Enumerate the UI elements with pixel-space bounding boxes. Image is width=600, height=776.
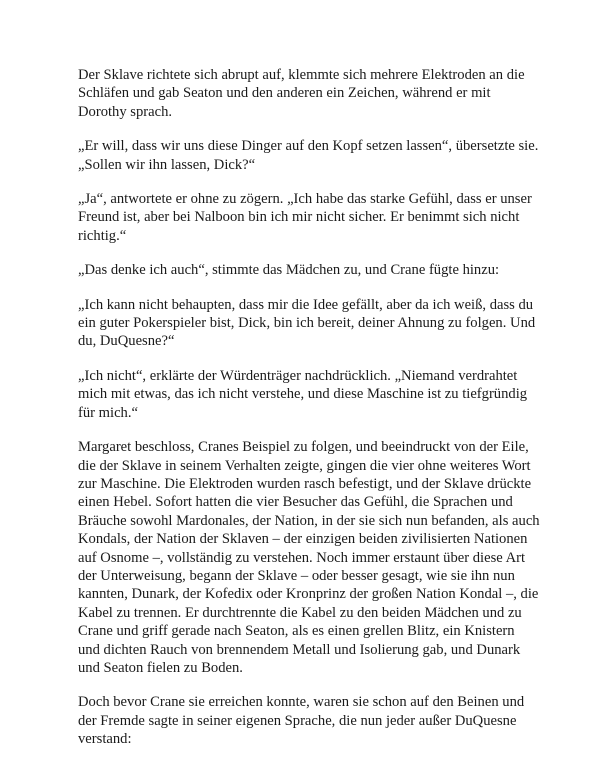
paragraph: Der Sklave richtete sich abrupt auf, klemmte sich mehrere Elektroden an die Schläfen und gab Seaton und den anderen ein Zeichen, während er mit Dorothy sprach. — [78, 67, 525, 120]
document-page — [78, 66, 540, 765]
paragraph: „Ja“, antwortete er ohne zu zögern. „Ich habe das starke Gefühl, dass er unser Freund ist, aber bei Nalboon bin ich mir nicht sicher. Er benimmt sich nicht richtig.“ — [78, 191, 532, 244]
paragraph: „Er will, dass wir uns diese Dinger auf den Kopf setzen lassen“, übersetzte sie. „Sollen wir ihn lassen, Dick?“ — [78, 138, 539, 173]
paragraph: Margaret beschloss, Cranes Beispiel zu folgen, und beeindruckt von der Eile, die der Sklave in seinem Verhalten zeigte, gingen die vier ohne weiteres Wort zur Maschine. Die Elektroden wurden rasch befestigt, und der Sklave drückte einen Hebel. Sofort hatten die vier Besucher das Gefühl, die Sprachen und Bräuche sowohl Mardonales, der Nation, in der sie sich nun befanden, als auch Kondals, der Nation der Sklaven – der einzigen beiden zivilisierten Nationen auf Osnome –, vollständig zu verstehen. Noch immer erstaunt über diese Art der Unterweisung, begann der Sklave – oder besser gesagt, wie sie ihn nun kannten, Dunark, der Kofedix oder Kronprinz der großen Nation Kondal –, die Kabel zu trennen. Er durchtrennte die Kabel zu den beiden Mädchen und zu Crane und griff gerade nach Seaton, als es einen grellen Blitz, ein Knistern und dichten Rauch von brennendem Metall und Isolierung gab, und Dunark und Seaton fielen zu Boden. — [78, 439, 540, 676]
paragraph: „Das denke ich auch“, stimmte das Mädchen zu, und Crane fügte hinzu: — [78, 262, 500, 279]
paragraph: „Ich nicht“, erklärte der Würdenträger nachdrücklich. „Niemand verdrahtet mich mit etwas, das ich nicht verstehe, und diese Maschine ist zu tiefgründig für mich.“ — [78, 367, 528, 421]
paragraph: Doch bevor Crane sie erreichen konnte, waren sie schon auf den Beinen und der Fremde sagte in seiner eigenen Sprache, die nun jeder außer DuQuesne verstand: — [78, 694, 525, 748]
paragraph: „Ich kann nicht behaupten, dass mir die Idee gefällt, aber da ich weiß, dass du ein guter Pokerspieler bist, Dick, bin ich bereit, deiner Ahnung zu folgen. Und du, DuQuesne?“ — [78, 296, 536, 350]
